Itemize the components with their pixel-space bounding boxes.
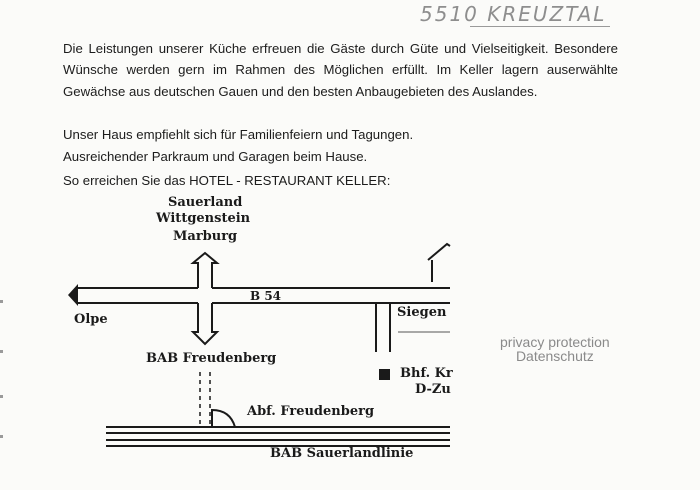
label-sauerland: Sauerland (168, 195, 243, 210)
label-b54: B 54 (250, 289, 282, 303)
label-abf-freudenberg: Abf. Freudenberg (247, 404, 375, 419)
house-icon (428, 244, 450, 282)
road-south (193, 303, 217, 344)
parking-line: Ausreichender Parkraum und Garagen beim Hause. (63, 149, 368, 164)
label-bhf: Bhf. Kr (400, 366, 453, 381)
label-wittgenstein: Wittgenstein (156, 211, 251, 226)
west-arrowhead (68, 284, 78, 306)
left-edge-mark (0, 395, 3, 398)
label-bab-sauerlandlinie: BAB Sauerlandlinie (270, 446, 414, 461)
handwritten-note: 5510 KREUZTAL (420, 2, 607, 26)
label-olpe: Olpe (74, 312, 108, 327)
intro-paragraph: Die Leistungen unserer Küche erfreuen die Gäste durch Güte und Vielseitigkeit. Besondere Wünsche werden gern im Rahmen des Möglichen erfüllt. Im Keller lagern auserwählte Gewächse aus deutschen Gauen und den besten Anbaugebieten des Auslandes. (63, 41, 618, 99)
station-marker (379, 369, 390, 380)
privacy-line1: privacy protection (500, 334, 610, 350)
road-north (193, 253, 217, 288)
label-bab-freudenberg: BAB Freudenberg (146, 351, 277, 366)
privacy-overlay (500, 335, 610, 363)
label-dzug: D-Zu (415, 382, 451, 397)
road-siegen-vertical (376, 303, 390, 352)
label-marburg: Marburg (173, 229, 238, 244)
exit-curve (212, 410, 235, 427)
directions-line: So erreichen Sie das HOTEL - RESTAURANT KELLER: (63, 173, 391, 188)
dashed-connector (200, 372, 210, 427)
events-line: Unser Haus empfiehlt sich für Familienfeiern und Tagungen. (63, 127, 414, 142)
label-siegen: Siegen (397, 305, 447, 320)
left-edge-mark (0, 350, 3, 353)
privacy-line2: Datenschutz (515, 348, 594, 364)
left-edge-mark (0, 435, 3, 438)
left-edge-mark (0, 300, 3, 303)
